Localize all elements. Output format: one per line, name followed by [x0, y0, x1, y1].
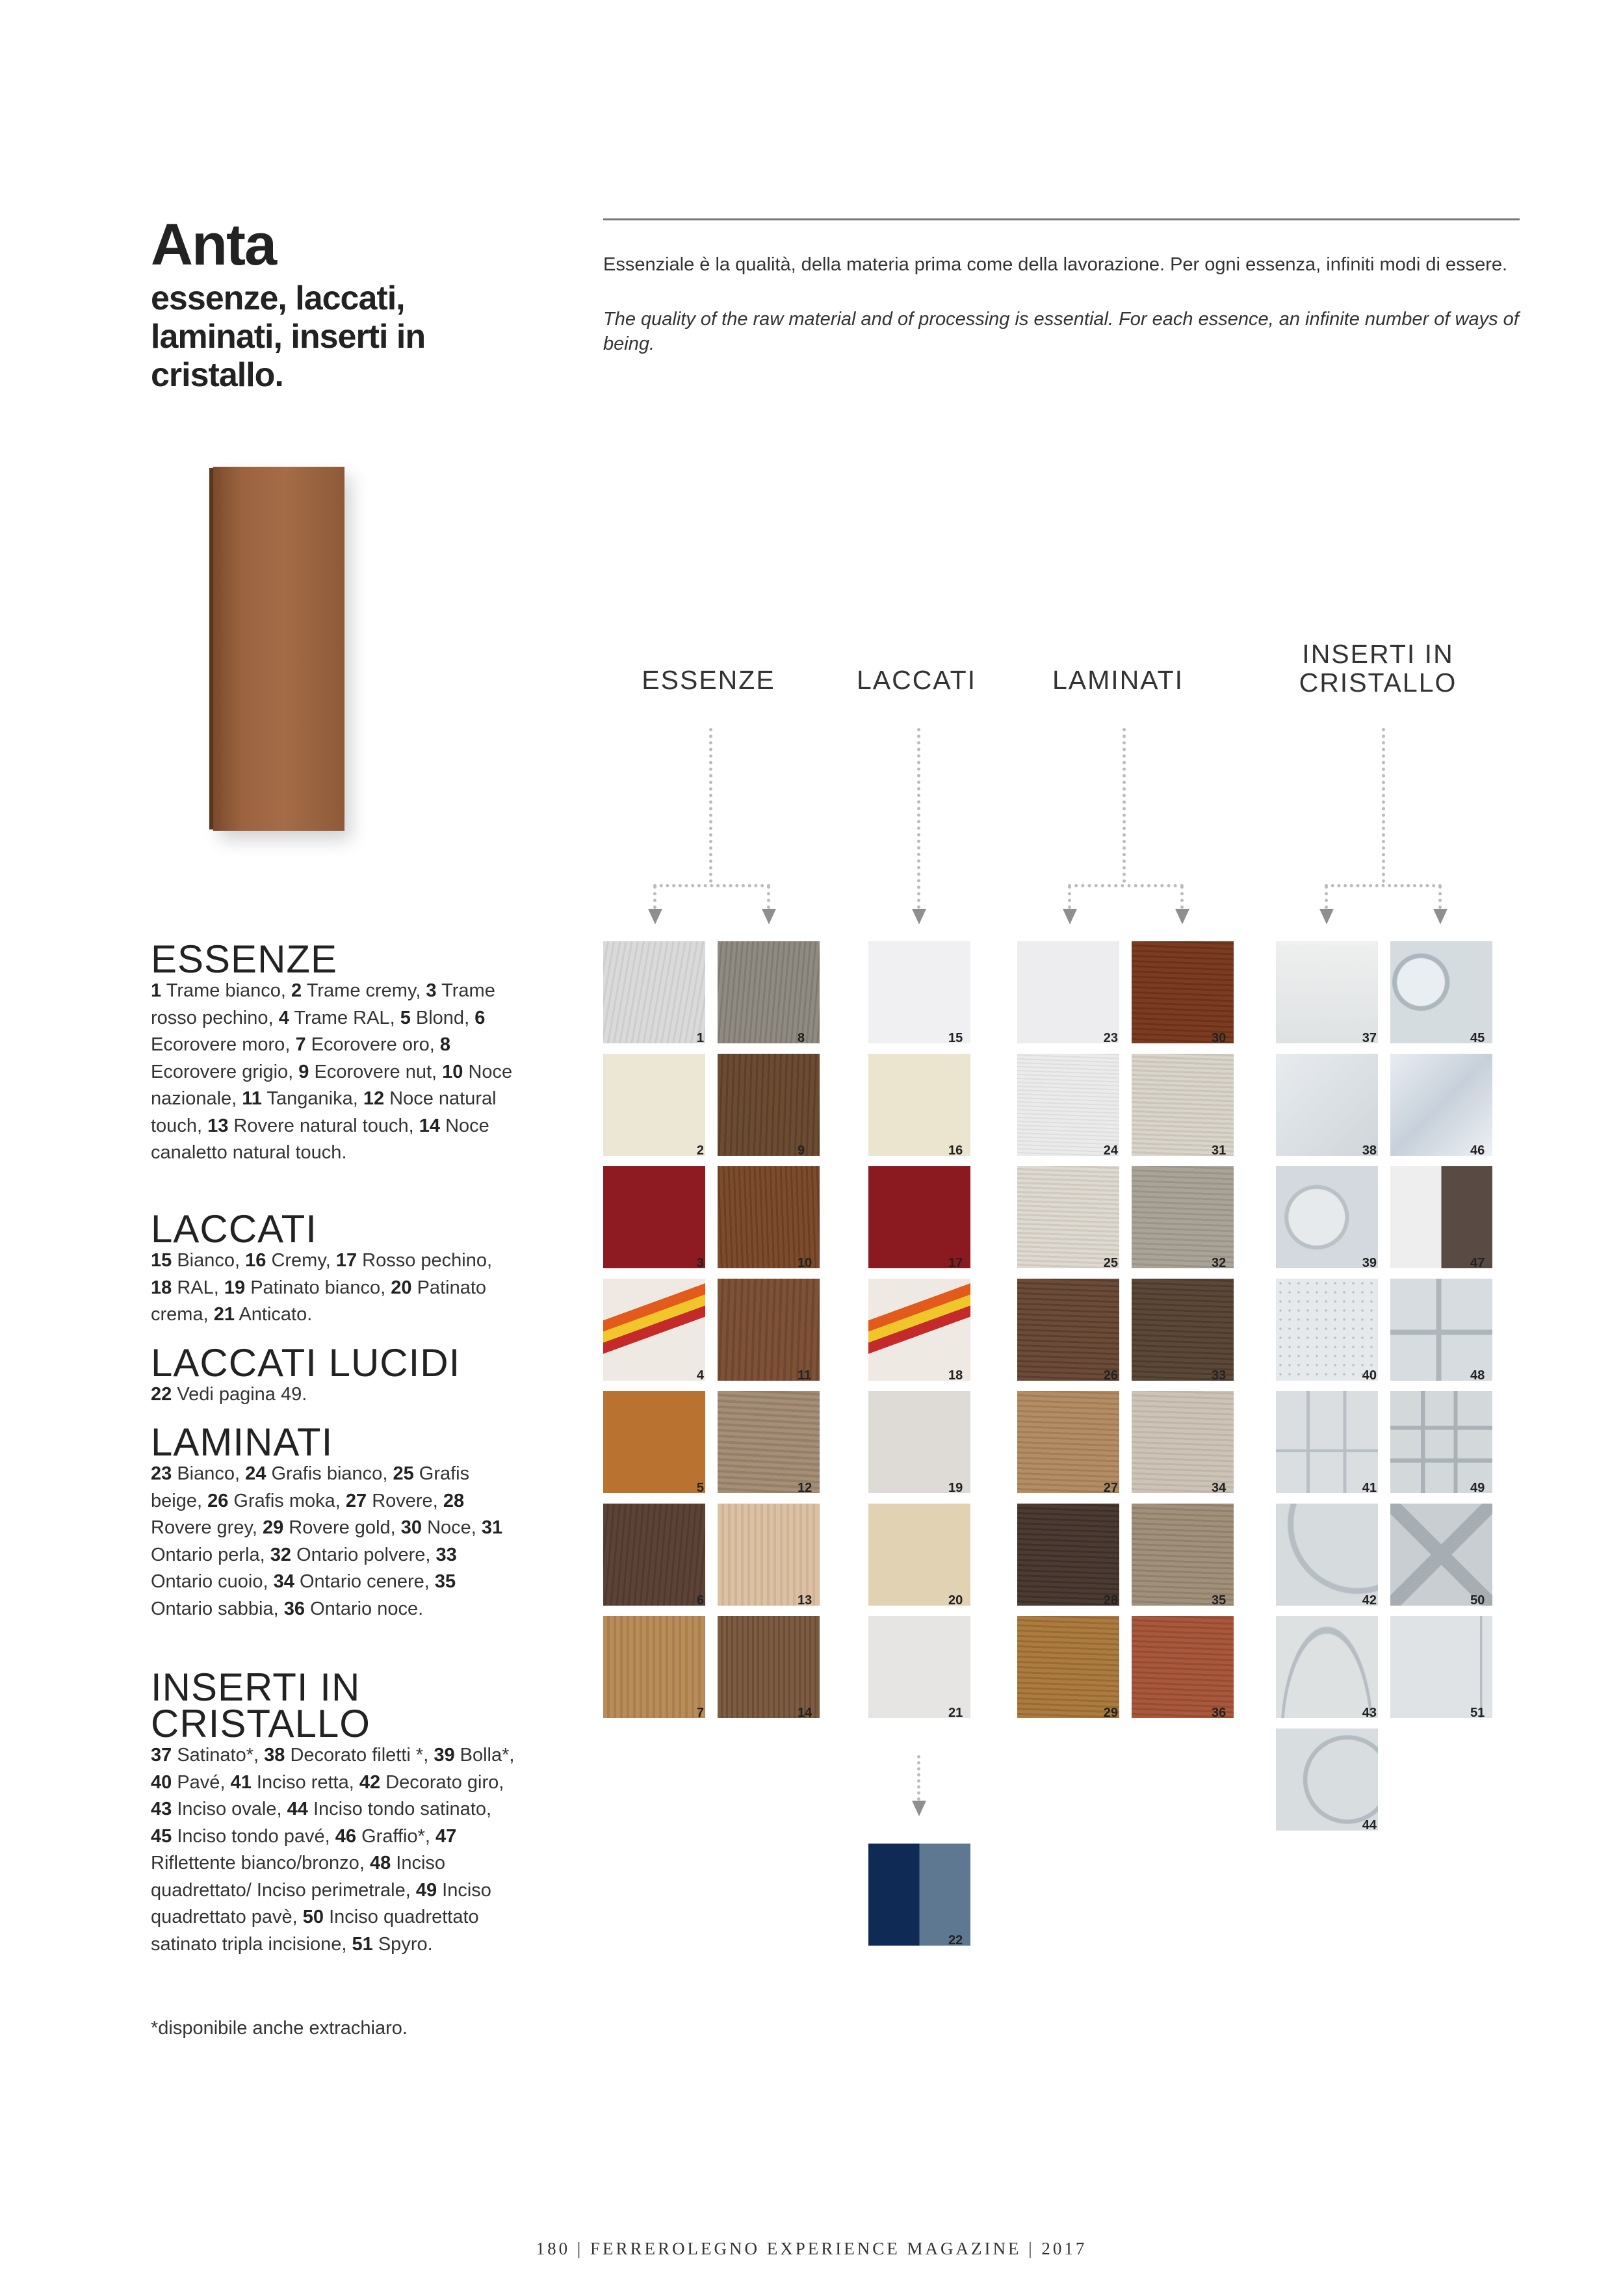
legend-item-number: 9	[298, 1061, 309, 1082]
legend-item-number: 17	[335, 1250, 357, 1271]
legend-item-label: Ontario cuoio	[151, 1571, 263, 1592]
swatch-number: 47	[1470, 1256, 1485, 1270]
legend-item-number: 6	[474, 1007, 486, 1028]
swatch-2	[603, 1054, 705, 1156]
legend-item-label: Decorato filetti *	[290, 1745, 424, 1766]
swatch-number: 5	[696, 1481, 704, 1495]
legend-item-number: 51	[352, 1933, 373, 1955]
legend-item-label: Trame rosso pechino	[151, 980, 495, 1028]
connector-inserti-right	[1438, 885, 1442, 909]
swatch-number: 34	[1212, 1481, 1227, 1495]
legend-item-label: Rovere	[372, 1490, 433, 1511]
legend-item-number: 4	[278, 1007, 289, 1028]
legend-item-label: Riflettente bianco/bronzo	[151, 1853, 359, 1873]
legend-item-label: Trame cremy	[306, 980, 416, 1001]
legend-item-label: Spyro	[378, 1933, 428, 1955]
connector-laminati-left	[1068, 885, 1071, 909]
swatch-24	[1017, 1054, 1119, 1156]
legend-item-label: Grafis moka	[233, 1490, 335, 1511]
swatch-49	[1390, 1391, 1492, 1493]
swatch-13	[718, 1504, 820, 1606]
legend-item-number: 7	[295, 1034, 306, 1055]
swatch-number: 17	[948, 1256, 963, 1270]
connector-essenze-left	[653, 885, 656, 909]
swatch-number: 27	[1103, 1481, 1118, 1495]
swatch-number: 46	[1470, 1143, 1485, 1158]
connector-laccati-lucidi	[917, 1755, 920, 1801]
legend-item-label: Vedi pagina 49	[177, 1384, 302, 1405]
swatch-10	[718, 1166, 820, 1268]
swatch-50	[1390, 1504, 1492, 1606]
legend-item-label: Ecorovere grigio	[151, 1061, 289, 1082]
connector-inserti-left	[1325, 885, 1328, 909]
legend-title-laminati: LAMINATI	[151, 1420, 333, 1464]
swatch-44	[1276, 1729, 1378, 1831]
swatch-number: 44	[1362, 1818, 1377, 1833]
swatch-39	[1276, 1166, 1378, 1268]
legend-item-label: Bianco	[177, 1250, 235, 1271]
legend-item-number: 5	[400, 1007, 411, 1028]
legend-item-number: 43	[151, 1799, 172, 1820]
swatch-number: 20	[948, 1593, 963, 1608]
legend-item-number: 10	[442, 1061, 463, 1082]
swatch-28	[1017, 1504, 1119, 1606]
swatch-number: 26	[1103, 1368, 1118, 1383]
swatch-8	[718, 941, 820, 1043]
swatch-31	[1132, 1054, 1234, 1156]
legend-item-number: 45	[151, 1825, 172, 1847]
legend-title-inserti: INSERTI IN CRISTALLO	[151, 1665, 370, 1745]
legend-item-number: 50	[302, 1907, 324, 1927]
swatch-23	[1017, 941, 1119, 1043]
legend-item-number: 16	[245, 1250, 266, 1271]
legend-item-label: Ecorovere oro	[311, 1034, 430, 1055]
intro-italian: Essenziale è la qualità, della materia prima come della lavorazione. Per ogni essenza, infiniti modi di essere.	[603, 254, 1508, 275]
legend-item-number: 46	[335, 1825, 357, 1847]
legend-title-laccati-lucidi: LACCATI LUCIDI	[151, 1341, 461, 1385]
legend-item-number: 47	[435, 1825, 457, 1847]
swatch-number: 43	[1362, 1706, 1377, 1720]
swatch-number: 38	[1362, 1143, 1377, 1158]
swatch-number: 41	[1362, 1481, 1377, 1495]
swatch-number: 23	[1103, 1031, 1118, 1045]
legend-item-number: 26	[207, 1490, 229, 1511]
legend-item-label: Cremy	[271, 1250, 326, 1271]
legend-item-number: 40	[151, 1771, 172, 1793]
connector-essenze-right	[767, 885, 770, 909]
legend-item-label: Tanganika	[266, 1088, 353, 1109]
swatch-number: 6	[696, 1593, 704, 1608]
legend-item-label: Rosso pechino	[362, 1250, 487, 1271]
legend-item-label: Rovere grey	[151, 1517, 252, 1538]
legend-item-number: 25	[393, 1463, 414, 1484]
door-illustration	[213, 467, 344, 831]
swatch-number: 30	[1212, 1031, 1227, 1045]
arrow-down-icon	[1433, 909, 1448, 924]
swatch-41	[1276, 1391, 1378, 1493]
swatch-number: 18	[948, 1368, 963, 1383]
swatch-number: 29	[1103, 1706, 1118, 1720]
legend-item-label: Inciso tondo pavé	[177, 1825, 325, 1847]
legend-item-label: Noce nazionale	[151, 1061, 513, 1109]
legend-item-number: 24	[245, 1463, 266, 1484]
legend-item-number: 21	[213, 1304, 235, 1325]
swatch-33	[1132, 1279, 1234, 1381]
legend-item-label: Bolla*	[460, 1745, 510, 1766]
legend-list-laccati-lucidi: 22 Vedi pagina 49.	[151, 1384, 307, 1405]
legend-item-number: 34	[273, 1571, 294, 1592]
legend-item-number: 12	[363, 1088, 385, 1109]
swatch-27	[1017, 1391, 1119, 1493]
footnote: *disponibile anche extrachiaro.	[151, 2018, 408, 2039]
legend-item-number: 19	[224, 1277, 246, 1298]
connector-laccati	[917, 728, 920, 909]
swatch-1	[603, 941, 705, 1043]
swatch-number: 42	[1362, 1593, 1377, 1608]
legend-item-number: 41	[230, 1771, 252, 1793]
swatch-18	[868, 1279, 970, 1381]
legend-item-label: RAL	[177, 1277, 214, 1298]
swatch-43	[1276, 1616, 1378, 1718]
legend-item-number: 15	[151, 1250, 172, 1271]
swatch-51	[1390, 1616, 1492, 1718]
legend-item-label: Ontario noce	[310, 1598, 419, 1619]
legend-item-label: Grafis bianco	[271, 1463, 383, 1484]
swatch-number: 40	[1362, 1368, 1377, 1383]
legend-item-label: Grafis beige	[151, 1463, 470, 1511]
column-header-essenze: ESSENZE	[642, 665, 775, 695]
legend-item-label: Noce natural touch	[151, 1088, 497, 1136]
swatch-38	[1276, 1054, 1378, 1156]
swatch-32	[1132, 1166, 1234, 1268]
swatch-number: 4	[696, 1368, 704, 1383]
swatch-number: 15	[948, 1031, 963, 1045]
swatch-number: 3	[696, 1256, 704, 1270]
legend-item-number: 36	[283, 1598, 305, 1619]
swatch-20	[868, 1504, 970, 1606]
swatch-9	[718, 1054, 820, 1156]
legend-item-number: 35	[434, 1571, 456, 1592]
swatch-12	[718, 1391, 820, 1493]
swatch-16	[868, 1054, 970, 1156]
legend-item-label: Bianco	[177, 1463, 235, 1484]
swatch-number: 24	[1103, 1143, 1118, 1158]
legend-item-number: 20	[391, 1277, 412, 1298]
legend-item-label: Noce canaletto natural touch	[151, 1115, 489, 1163]
column-header-laminati: LAMINATI	[1052, 665, 1184, 695]
legend-item-number: 48	[369, 1853, 391, 1873]
intro-english: The quality of the raw material and of processing is essential. For each essence, an infinite number of ways of being.	[603, 309, 1519, 354]
swatch-number: 8	[798, 1031, 805, 1045]
swatch-number: 35	[1212, 1593, 1227, 1608]
swatch-14	[718, 1616, 820, 1718]
swatch-number: 11	[798, 1368, 812, 1383]
arrow-down-icon	[1063, 909, 1077, 924]
swatch-number: 19	[948, 1481, 963, 1495]
legend-item-number: 8	[439, 1034, 451, 1055]
legend-item-label: Satinato*	[177, 1745, 254, 1766]
legend-item-label: Ontario perla	[151, 1544, 260, 1565]
legend-item-label: Noce	[427, 1517, 471, 1538]
swatch-17	[868, 1166, 970, 1268]
page-title: Anta	[151, 213, 276, 278]
legend-item-label: Rovere gold	[289, 1517, 391, 1538]
legend-title-laccati: LACCATI	[151, 1207, 317, 1251]
top-divider	[603, 218, 1520, 220]
swatch-36	[1132, 1616, 1234, 1718]
legend-item-number: 23	[151, 1463, 172, 1484]
connector-laminati	[1123, 728, 1126, 883]
swatch-6	[603, 1504, 705, 1606]
swatch-47	[1390, 1166, 1492, 1268]
legend-item-label: Ecorovere moro	[151, 1034, 285, 1055]
legend-item-label: Trame RAL	[294, 1007, 390, 1028]
legend-item-number: 11	[242, 1088, 262, 1109]
connector-essenze	[709, 728, 712, 883]
column-header-inserti: INSERTI IN CRISTALLO	[1299, 639, 1457, 698]
swatch-30	[1132, 941, 1234, 1043]
legend-item-label: Pavé	[177, 1771, 220, 1793]
legend-item-label: Inciso retta	[256, 1771, 349, 1793]
legend-item-number: 2	[291, 980, 302, 1001]
arrow-down-icon	[648, 909, 662, 924]
swatch-15	[868, 941, 970, 1043]
legend-list-laccati: 15 Bianco, 16 Cremy, 17 Rosso pechino, 18 RAL, 19 Patinato bianco, 20 Patinato crema, 21 Anticato.	[151, 1250, 493, 1325]
legend-item-number: 38	[264, 1745, 285, 1766]
arrow-down-icon	[1319, 909, 1334, 924]
swatch-5	[603, 1391, 705, 1493]
swatch-7	[603, 1616, 705, 1718]
legend-item-number: 32	[270, 1544, 292, 1565]
arrow-down-icon	[912, 1801, 926, 1816]
legend-item-number: 27	[345, 1490, 367, 1511]
legend-list-essenze: 1 Trame bianco, 2 Trame cremy, 3 Trame rosso pechino, 4 Trame RAL, 5 Blond, 6 Ecorovere moro, 7 Ecorovere oro, 8 Ecorovere grigio, 9 Ecorovere nut, 10 Noce nazionale, 11 Tanganika, 12 Noce natural touch, 13 Rovere natural touch, 14 Noce canaletto natural touch.	[151, 980, 513, 1163]
legend-item-number: 28	[443, 1490, 465, 1511]
connector-inserti-branch	[1325, 884, 1442, 887]
legend-item-label: Rovere natural touch	[233, 1115, 409, 1136]
legend-item-number: 44	[287, 1799, 308, 1820]
legend-item-label: Anticato	[239, 1304, 307, 1325]
legend-item-label: Ontario cenere	[299, 1571, 424, 1592]
legend-item-label: Ontario sabbia	[151, 1598, 274, 1619]
swatch-number: 22	[948, 1933, 963, 1948]
swatch-number: 16	[948, 1143, 963, 1158]
swatch-46	[1390, 1054, 1492, 1156]
page-footer: 180 | FERREROLEGNO EXPERIENCE MAGAZINE | 2017	[536, 2239, 1087, 2258]
swatch-number: 39	[1362, 1256, 1377, 1270]
page-subtitle: essenze, laccati, laminati, inserti in cristallo.	[151, 280, 426, 394]
legend-item-label: Blond	[415, 1007, 465, 1028]
swatch-number: 33	[1212, 1368, 1227, 1383]
legend-item-number: 1	[151, 980, 162, 1001]
arrow-down-icon	[912, 909, 926, 924]
swatch-25	[1017, 1166, 1119, 1268]
legend-item-number: 31	[481, 1517, 503, 1538]
swatch-number: 32	[1212, 1256, 1227, 1270]
swatch-37	[1276, 941, 1378, 1043]
legend-item-label: Inciso quadrettato/ Inciso perimetrale	[151, 1853, 446, 1901]
column-header-laccati: LACCATI	[856, 665, 977, 695]
swatch-number: 25	[1103, 1256, 1118, 1270]
connector-laminati-right	[1180, 885, 1184, 909]
legend-item-number: 18	[151, 1277, 172, 1298]
swatch-26	[1017, 1279, 1119, 1381]
legend-item-label: Inciso quadrettato pavè	[151, 1879, 491, 1927]
swatch-number: 10	[798, 1256, 812, 1270]
swatch-3	[603, 1166, 705, 1268]
legend-item-number: 29	[262, 1517, 284, 1538]
legend-item-label: Patinato bianco	[250, 1277, 381, 1298]
swatch-number: 14	[798, 1706, 812, 1720]
swatch-48	[1390, 1279, 1492, 1381]
legend-item-label: Inciso quadrettato satinato tripla incisione	[151, 1907, 479, 1955]
legend-item-number: 30	[400, 1517, 422, 1538]
swatch-number: 2	[696, 1143, 704, 1158]
swatch-35	[1132, 1504, 1234, 1606]
connector-essenze-branch	[653, 884, 770, 887]
swatch-42	[1276, 1504, 1378, 1606]
connector-inserti	[1382, 728, 1385, 883]
connector-laminati-branch	[1068, 884, 1184, 887]
swatch-45	[1390, 941, 1492, 1043]
legend-item-number: 22	[151, 1384, 172, 1405]
swatch-21	[868, 1616, 970, 1718]
swatch-number: 21	[948, 1706, 963, 1720]
swatch-number: 37	[1362, 1031, 1377, 1045]
legend-item-number: 49	[415, 1879, 437, 1901]
swatch-29	[1017, 1616, 1119, 1718]
legend-item-number: 13	[207, 1115, 229, 1136]
swatch-number: 36	[1212, 1706, 1227, 1720]
legend-list-laminati: 23 Bianco, 24 Grafis bianco, 25 Grafis beige, 26 Grafis moka, 27 Rovere, 28 Rovere grey, 29 Rovere gold, 30 Noce, 31 Ontario perla, 32 Ontario polvere, 33 Ontario cuoio, 34 Ontario cenere, 35 Ontario sabbia, 36 Ontario noce.	[151, 1463, 503, 1619]
legend-item-label: Inciso tondo satinato	[313, 1799, 486, 1820]
legend-item-number: 14	[419, 1115, 441, 1136]
legend-item-number: 39	[434, 1745, 455, 1766]
arrow-down-icon	[762, 909, 776, 924]
legend-item-number: 37	[151, 1745, 172, 1766]
swatch-number: 7	[696, 1706, 704, 1720]
swatch-4	[603, 1279, 705, 1381]
swatch-number: 28	[1103, 1593, 1118, 1608]
swatch-number: 50	[1470, 1593, 1485, 1608]
swatch-11	[718, 1279, 820, 1381]
legend-list-inserti: 37 Satinato*, 38 Decorato filetti *, 39 Bolla*, 40 Pavé, 41 Inciso retta, 42 Decorato giro, 43 Inciso ovale, 44 Inciso tondo satinato, 45 Inciso tondo pavé, 46 Graffio*, 47 Riflettente bianco/bronzo, 48 Inciso quadrettato/ Inciso perimetrale, 49 Inciso quadrettato pavè, 50 Inciso quadrettato satinato tripla incisione, 51 Spyro.	[151, 1745, 515, 1955]
arrow-down-icon	[1175, 909, 1189, 924]
legend-item-label: Patinato crema	[151, 1277, 487, 1325]
legend-item-label: Graffio*	[361, 1825, 425, 1847]
swatch-22	[868, 1844, 970, 1946]
swatch-number: 45	[1470, 1031, 1485, 1045]
legend-item-label: Decorato giro	[385, 1771, 499, 1793]
legend-title-essenze: ESSENZE	[151, 937, 338, 981]
swatch-number: 51	[1470, 1706, 1485, 1720]
swatch-40	[1276, 1279, 1378, 1381]
legend-item-number: 3	[426, 980, 437, 1001]
legend-item-label: Ontario polvere	[296, 1544, 426, 1565]
legend-item-number: 42	[359, 1771, 381, 1793]
swatch-number: 12	[798, 1481, 812, 1495]
legend-item-label: Trame bianco	[166, 980, 281, 1001]
swatch-34	[1132, 1391, 1234, 1493]
legend-item-label: Inciso ovale	[177, 1799, 277, 1820]
legend-item-number: 33	[435, 1544, 457, 1565]
legend-item-label: Ecorovere nut	[314, 1061, 432, 1082]
swatch-19	[868, 1391, 970, 1493]
swatch-number: 13	[798, 1593, 812, 1608]
swatch-number: 49	[1470, 1481, 1485, 1495]
swatch-number: 48	[1470, 1368, 1485, 1383]
swatch-number: 9	[798, 1143, 805, 1158]
swatch-number: 1	[696, 1031, 704, 1045]
swatch-number: 31	[1212, 1143, 1227, 1158]
